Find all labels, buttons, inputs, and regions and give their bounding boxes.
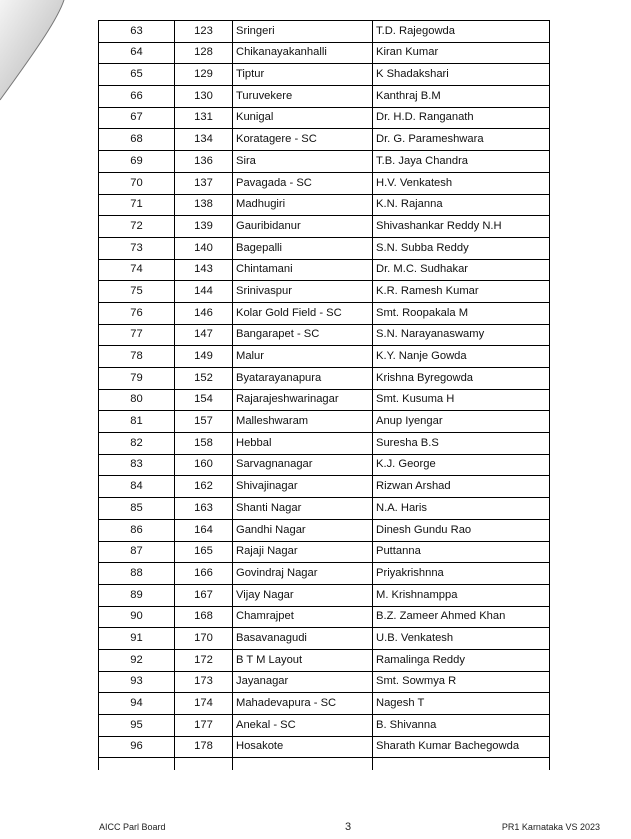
candidate-name-cell: K.N. Rajanna xyxy=(373,194,550,216)
constituency-name-cell: Madhugiri xyxy=(233,194,373,216)
constituency-number-cell: 154 xyxy=(175,389,233,411)
constituency-number-cell: 160 xyxy=(175,454,233,476)
serial-number-cell: 89 xyxy=(99,584,175,606)
constituency-name-cell: Koratagere - SC xyxy=(233,129,373,151)
serial-number-cell: 94 xyxy=(99,693,175,715)
table-row xyxy=(99,411,550,433)
table-row xyxy=(99,736,550,758)
table-row xyxy=(99,606,550,628)
constituency-number-cell: 140 xyxy=(175,237,233,259)
footer-left-text: AICC Parl Board xyxy=(99,822,166,832)
serial-number-cell: 65 xyxy=(99,64,175,86)
table-row xyxy=(99,389,550,411)
table-row xyxy=(99,281,550,303)
constituency-name-cell: Byatarayanapura xyxy=(233,368,373,390)
serial-number-cell: 63 xyxy=(99,21,175,43)
table-row xyxy=(99,324,550,346)
constituency-name-cell: Rajaji Nagar xyxy=(233,541,373,563)
candidate-name-cell: B.Z. Zameer Ahmed Khan xyxy=(373,606,550,628)
serial-number-cell: 74 xyxy=(99,259,175,281)
table-row xyxy=(99,194,550,216)
constituency-number-cell: 178 xyxy=(175,736,233,758)
candidate-name-cell: Nagesh T xyxy=(373,693,550,715)
constituency-number-cell: 131 xyxy=(175,107,233,129)
candidate-name-cell: K.Y. Nanje Gowda xyxy=(373,346,550,368)
table-row xyxy=(99,237,550,259)
constituency-number-cell: 166 xyxy=(175,563,233,585)
candidate-name-cell: U.B. Venkatesh xyxy=(373,628,550,650)
constituency-name-cell: Turuvekere xyxy=(233,86,373,108)
candidate-name-cell: Kiran Kumar xyxy=(373,42,550,64)
table-row xyxy=(99,172,550,194)
serial-number-cell: 91 xyxy=(99,628,175,650)
table-row xyxy=(99,42,550,64)
constituency-name-cell: Govindraj Nagar xyxy=(233,563,373,585)
candidate-name-cell: Kanthraj B.M xyxy=(373,86,550,108)
constituency-name-cell: Chamrajpet xyxy=(233,606,373,628)
candidate-name-cell: N.A. Haris xyxy=(373,498,550,520)
constituency-number-cell: 158 xyxy=(175,433,233,455)
constituency-number-cell: 147 xyxy=(175,324,233,346)
candidate-name-cell: Ramalinga Reddy xyxy=(373,649,550,671)
candidate-name-cell: Anup Iyengar xyxy=(373,411,550,433)
serial-number-cell: 95 xyxy=(99,715,175,737)
constituency-name-cell: Kunigal xyxy=(233,107,373,129)
constituency-number-cell: 130 xyxy=(175,86,233,108)
constituency-name-cell: Bangarapet - SC xyxy=(233,324,373,346)
serial-number-cell: 83 xyxy=(99,454,175,476)
constituency-name-cell: Gandhi Nagar xyxy=(233,519,373,541)
constituency-name-cell: Malleshwaram xyxy=(233,411,373,433)
serial-number-cell: 66 xyxy=(99,86,175,108)
constituency-number-cell: 172 xyxy=(175,649,233,671)
candidate-name-cell: Smt. Sowmya R xyxy=(373,671,550,693)
candidate-name-cell: Dr. M.C. Sudhakar xyxy=(373,259,550,281)
serial-number-cell: 88 xyxy=(99,563,175,585)
serial-number-cell: 84 xyxy=(99,476,175,498)
constituency-number-cell: 143 xyxy=(175,259,233,281)
table-row xyxy=(99,563,550,585)
page-number: 3 xyxy=(345,821,352,833)
constituency-number-cell: 134 xyxy=(175,129,233,151)
serial-number-cell: 93 xyxy=(99,671,175,693)
candidate-name-cell: S.N. Subba Reddy xyxy=(373,237,550,259)
constituency-number-cell: 136 xyxy=(175,151,233,173)
table-row xyxy=(99,541,550,563)
table-row xyxy=(99,151,550,173)
constituency-name-cell: Malur xyxy=(233,346,373,368)
table-row xyxy=(99,433,550,455)
constituency-number-cell: 146 xyxy=(175,302,233,324)
candidate-name-cell: S.N. Narayanaswamy xyxy=(373,324,550,346)
constituency-name-cell: Srinivaspur xyxy=(233,281,373,303)
serial-number-cell: 75 xyxy=(99,281,175,303)
serial-number-cell: 80 xyxy=(99,389,175,411)
constituency-number-cell: 123 xyxy=(175,21,233,43)
candidate-name-cell: Dr. G. Parameshwara xyxy=(373,129,550,151)
candidate-name-cell: Dr. H.D. Ranganath xyxy=(373,107,550,129)
footer-right-text: PR1 Karnataka VS 2023 xyxy=(501,822,600,832)
serial-number-cell: 82 xyxy=(99,433,175,455)
candidate-name-cell: Puttanna xyxy=(373,541,550,563)
empty-cell xyxy=(233,758,373,770)
candidate-name-cell: H.V. Venkatesh xyxy=(373,172,550,194)
table-row xyxy=(99,86,550,108)
constituency-number-cell: 137 xyxy=(175,172,233,194)
serial-number-cell: 92 xyxy=(99,649,175,671)
candidate-name-cell: T.B. Jaya Chandra xyxy=(373,151,550,173)
constituency-number-cell: 174 xyxy=(175,693,233,715)
constituency-number-cell: 139 xyxy=(175,216,233,238)
candidate-table xyxy=(98,20,550,770)
candidate-name-cell: B. Shivanna xyxy=(373,715,550,737)
candidate-name-cell: Smt. Kusuma H xyxy=(373,389,550,411)
serial-number-cell: 78 xyxy=(99,346,175,368)
table-row xyxy=(99,107,550,129)
serial-number-cell: 71 xyxy=(99,194,175,216)
candidate-name-cell: Priyakrishnna xyxy=(373,563,550,585)
serial-number-cell: 87 xyxy=(99,541,175,563)
serial-number-cell: 76 xyxy=(99,302,175,324)
candidate-name-cell: Suresha B.S xyxy=(373,433,550,455)
serial-number-cell: 86 xyxy=(99,519,175,541)
serial-number-cell: 64 xyxy=(99,42,175,64)
serial-number-cell: 90 xyxy=(99,606,175,628)
candidate-name-cell: Dinesh Gundu Rao xyxy=(373,519,550,541)
serial-number-cell: 96 xyxy=(99,736,175,758)
constituency-name-cell: Hebbal xyxy=(233,433,373,455)
candidate-name-cell: Rizwan Arshad xyxy=(373,476,550,498)
candidate-name-cell: Krishna Byregowda xyxy=(373,368,550,390)
constituency-name-cell: Gauribidanur xyxy=(233,216,373,238)
table-row xyxy=(99,259,550,281)
constituency-number-cell: 170 xyxy=(175,628,233,650)
table-row xyxy=(99,454,550,476)
candidate-name-cell: K.R. Ramesh Kumar xyxy=(373,281,550,303)
candidate-name-cell: K Shadakshari xyxy=(373,64,550,86)
constituency-name-cell: Kolar Gold Field - SC xyxy=(233,302,373,324)
table-row xyxy=(99,302,550,324)
table-row xyxy=(99,628,550,650)
constituency-name-cell: Basavanagudi xyxy=(233,628,373,650)
empty-cell xyxy=(175,758,233,770)
constituency-name-cell: Hosakote xyxy=(233,736,373,758)
table-row xyxy=(99,584,550,606)
serial-number-cell: 85 xyxy=(99,498,175,520)
table-row xyxy=(99,216,550,238)
table-row xyxy=(99,21,550,43)
table-row xyxy=(99,498,550,520)
constituency-number-cell: 177 xyxy=(175,715,233,737)
constituency-name-cell: Chikanayakanhalli xyxy=(233,42,373,64)
constituency-name-cell: B T M Layout xyxy=(233,649,373,671)
constituency-number-cell: 164 xyxy=(175,519,233,541)
constituency-name-cell: Chintamani xyxy=(233,259,373,281)
serial-number-cell: 72 xyxy=(99,216,175,238)
constituency-number-cell: 173 xyxy=(175,671,233,693)
empty-cell xyxy=(99,758,175,770)
constituency-name-cell: Bagepalli xyxy=(233,237,373,259)
table-row xyxy=(99,346,550,368)
empty-cell xyxy=(373,758,550,770)
serial-number-cell: 69 xyxy=(99,151,175,173)
table-row xyxy=(99,368,550,390)
constituency-number-cell: 149 xyxy=(175,346,233,368)
serial-number-cell: 79 xyxy=(99,368,175,390)
constituency-number-cell: 157 xyxy=(175,411,233,433)
serial-number-cell: 67 xyxy=(99,107,175,129)
constituency-name-cell: Tiptur xyxy=(233,64,373,86)
constituency-name-cell: Sarvagnanagar xyxy=(233,454,373,476)
candidate-name-cell: Sharath Kumar Bachegowda xyxy=(373,736,550,758)
table-row xyxy=(99,64,550,86)
candidate-name-cell: T.D. Rajegowda xyxy=(373,21,550,43)
table-row-continued xyxy=(99,758,550,770)
serial-number-cell: 68 xyxy=(99,129,175,151)
constituency-number-cell: 165 xyxy=(175,541,233,563)
table-row xyxy=(99,649,550,671)
constituency-number-cell: 138 xyxy=(175,194,233,216)
table-row xyxy=(99,671,550,693)
candidate-name-cell: Shivashankar Reddy N.H xyxy=(373,216,550,238)
serial-number-cell: 70 xyxy=(99,172,175,194)
table-row xyxy=(99,693,550,715)
page-curl-graphic xyxy=(0,0,75,105)
constituency-number-cell: 128 xyxy=(175,42,233,64)
candidate-name-cell: M. Krishnamppa xyxy=(373,584,550,606)
table-row xyxy=(99,715,550,737)
constituency-name-cell: Pavagada - SC xyxy=(233,172,373,194)
serial-number-cell: 73 xyxy=(99,237,175,259)
constituency-name-cell: Shanti Nagar xyxy=(233,498,373,520)
constituency-name-cell: Mahadevapura - SC xyxy=(233,693,373,715)
constituency-name-cell: Sira xyxy=(233,151,373,173)
constituency-name-cell: Rajarajeshwarinagar xyxy=(233,389,373,411)
constituency-number-cell: 162 xyxy=(175,476,233,498)
constituency-name-cell: Sringeri xyxy=(233,21,373,43)
constituency-number-cell: 163 xyxy=(175,498,233,520)
constituency-name-cell: Vijay Nagar xyxy=(233,584,373,606)
table-row xyxy=(99,476,550,498)
table-row xyxy=(99,129,550,151)
constituency-number-cell: 144 xyxy=(175,281,233,303)
constituency-name-cell: Shivajinagar xyxy=(233,476,373,498)
constituency-name-cell: Anekal - SC xyxy=(233,715,373,737)
constituency-number-cell: 167 xyxy=(175,584,233,606)
serial-number-cell: 81 xyxy=(99,411,175,433)
constituency-number-cell: 152 xyxy=(175,368,233,390)
candidate-name-cell: K.J. George xyxy=(373,454,550,476)
constituency-number-cell: 168 xyxy=(175,606,233,628)
serial-number-cell: 77 xyxy=(99,324,175,346)
candidate-name-cell: Smt. Roopakala M xyxy=(373,302,550,324)
table-row xyxy=(99,519,550,541)
constituency-number-cell: 129 xyxy=(175,64,233,86)
constituency-name-cell: Jayanagar xyxy=(233,671,373,693)
